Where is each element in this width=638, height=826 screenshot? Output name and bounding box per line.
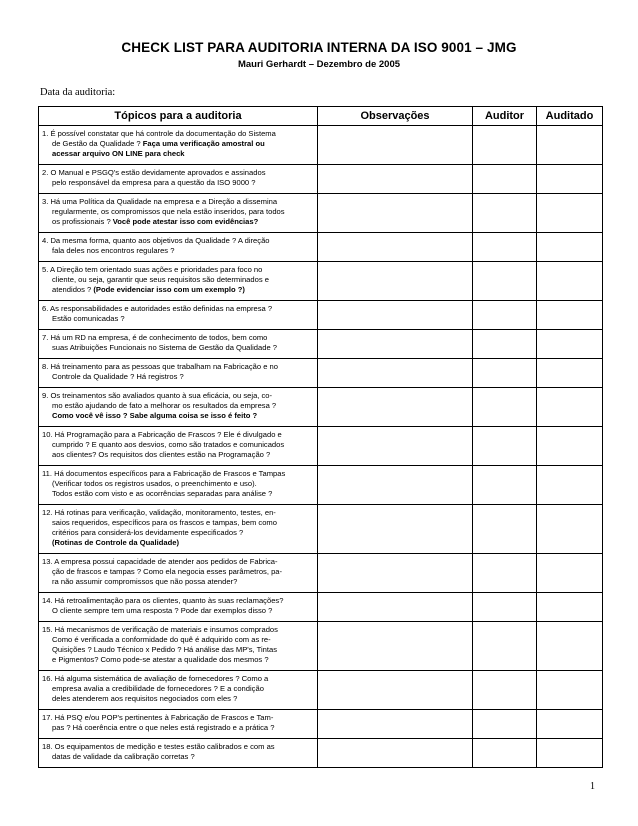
audit-date-label: Data da auditoria: bbox=[40, 87, 116, 98]
topic-line bbox=[42, 742, 315, 752]
observations-cell[interactable] bbox=[318, 330, 473, 359]
topic-line bbox=[42, 713, 315, 723]
topic-cell bbox=[39, 427, 318, 466]
column-header-topics: Tópicos para a auditoria bbox=[39, 107, 318, 126]
topic-text: 13. A empresa possui capacidade de atender aos pedidos de Fabrica- bbox=[42, 557, 278, 566]
observations-cell[interactable] bbox=[318, 622, 473, 671]
table-row bbox=[39, 330, 603, 359]
topic-line bbox=[42, 635, 315, 645]
table-body bbox=[39, 126, 603, 768]
auditee-cell[interactable] bbox=[537, 359, 603, 388]
column-header-auditee: Auditado bbox=[537, 107, 603, 126]
topic-text: 3. Há uma Política da Qualidade na empresa e a Direção a dissemina bbox=[42, 197, 278, 206]
table-row bbox=[39, 388, 603, 427]
topic-cell bbox=[39, 301, 318, 330]
table-row bbox=[39, 710, 603, 739]
topic-text: Todos estão com visto e as ocorrências separadas para análise ? bbox=[52, 489, 273, 498]
topic-text: 12. Há rotinas para verificação, validação, monitoramento, testes, en- bbox=[42, 508, 276, 517]
auditee-cell[interactable] bbox=[537, 466, 603, 505]
auditor-cell[interactable] bbox=[473, 622, 537, 671]
auditor-cell[interactable] bbox=[473, 388, 537, 427]
table-row bbox=[39, 359, 603, 388]
topic-line bbox=[42, 285, 315, 295]
topic-cell bbox=[39, 671, 318, 710]
table-header-row bbox=[39, 107, 603, 126]
observations-cell[interactable] bbox=[318, 739, 473, 768]
topic-cell bbox=[39, 466, 318, 505]
topic-text: 2. O Manual e PSGQ's estão devidamente aprovados e assinados bbox=[42, 168, 266, 177]
auditee-cell[interactable] bbox=[537, 505, 603, 554]
observations-cell[interactable] bbox=[318, 671, 473, 710]
topic-line bbox=[42, 236, 315, 246]
auditee-cell[interactable] bbox=[537, 194, 603, 233]
auditee-cell[interactable] bbox=[537, 739, 603, 768]
table-row bbox=[39, 739, 603, 768]
auditee-cell[interactable] bbox=[537, 330, 603, 359]
topic-line bbox=[42, 469, 315, 479]
observations-cell[interactable] bbox=[318, 126, 473, 165]
topic-text: empresa avalia a credibilidade de fornecedores ? E a condição bbox=[52, 684, 264, 693]
topic-line bbox=[42, 430, 315, 440]
table-row bbox=[39, 466, 603, 505]
document-subtitle: Mauri Gerhardt – Dezembro de 2005 bbox=[237, 59, 401, 70]
observations-cell[interactable] bbox=[318, 466, 473, 505]
topic-line bbox=[42, 479, 315, 489]
topic-text: Como é verificada a conformidade do quê é adquirido com as re- bbox=[52, 635, 271, 644]
auditor-cell[interactable] bbox=[473, 671, 537, 710]
table-row bbox=[39, 126, 603, 165]
topic-text: 17. Há PSQ e/ou POP's pertinentes à Fabricação de Frascos e Tam- bbox=[42, 713, 274, 722]
auditee-cell[interactable] bbox=[537, 126, 603, 165]
auditor-cell[interactable] bbox=[473, 739, 537, 768]
auditor-cell[interactable] bbox=[473, 126, 537, 165]
topic-text: 14. Há retroalimentação para os clientes, quanto às suas reclamações? bbox=[42, 596, 284, 605]
topic-text: Quisições ? Laudo Técnico x Pedido ? Há análise das MP's, Tintas bbox=[52, 645, 278, 654]
table-row bbox=[39, 301, 603, 330]
topic-line bbox=[42, 567, 315, 577]
topic-line bbox=[42, 197, 315, 207]
column-header-auditor: Auditor bbox=[473, 107, 537, 126]
observations-cell[interactable] bbox=[318, 427, 473, 466]
topic-text: cliente, ou seja, garantir que seus requisitos são determinados e bbox=[52, 275, 269, 284]
topic-line bbox=[42, 129, 315, 139]
observations-cell[interactable] bbox=[318, 233, 473, 262]
topic-line bbox=[42, 694, 315, 704]
topic-text: Estão comunicadas ? bbox=[52, 314, 125, 323]
topic-line bbox=[42, 508, 315, 518]
table-row bbox=[39, 593, 603, 622]
auditor-cell[interactable] bbox=[473, 194, 537, 233]
auditee-cell[interactable] bbox=[537, 710, 603, 739]
topic-cell bbox=[39, 554, 318, 593]
observations-cell[interactable] bbox=[318, 301, 473, 330]
topic-text: O cliente sempre tem uma resposta ? Pode dar exemplos disso ? bbox=[52, 606, 273, 615]
auditor-cell[interactable] bbox=[473, 165, 537, 194]
table-row bbox=[39, 505, 603, 554]
topic-cell bbox=[39, 505, 318, 554]
topic-line bbox=[42, 655, 315, 665]
topic-line bbox=[42, 723, 315, 733]
topic-text: de Gestão da Qualidade ? bbox=[52, 139, 143, 148]
topic-cell bbox=[39, 194, 318, 233]
topic-line bbox=[42, 674, 315, 684]
topic-text: suas Atribuições Funcionais no Sistema de Gestão da Qualidade ? bbox=[52, 343, 277, 352]
topic-text: saios requeridos, específicos para os frascos e tampas, bem como bbox=[52, 518, 277, 527]
topic-text: 16. Há alguma sistemática de avaliação de fornecedores ? Como a bbox=[42, 674, 269, 683]
topic-text: datas de validade da calibração corretas ? bbox=[52, 752, 195, 761]
topic-line bbox=[42, 304, 315, 314]
topic-cell bbox=[39, 622, 318, 671]
auditor-cell[interactable] bbox=[473, 505, 537, 554]
topic-line bbox=[42, 391, 315, 401]
topic-text: aos clientes? Os requisitos dos clientes estão na Programação ? bbox=[52, 450, 271, 459]
observations-cell[interactable] bbox=[318, 388, 473, 427]
topic-line bbox=[42, 752, 315, 762]
topic-cell bbox=[39, 233, 318, 262]
topic-line bbox=[42, 314, 315, 324]
topic-cell bbox=[39, 739, 318, 768]
topic-line bbox=[42, 217, 315, 227]
topic-line bbox=[42, 275, 315, 285]
auditee-cell[interactable] bbox=[537, 233, 603, 262]
topic-line bbox=[42, 606, 315, 616]
topic-line bbox=[42, 168, 315, 178]
topic-line bbox=[42, 333, 315, 343]
auditee-cell[interactable] bbox=[537, 671, 603, 710]
table-row bbox=[39, 194, 603, 233]
auditee-cell[interactable] bbox=[537, 388, 603, 427]
topic-text: 4. Da mesma forma, quanto aos objetivos da Qualidade ? A direção bbox=[42, 236, 270, 245]
topic-line bbox=[42, 684, 315, 694]
topic-line bbox=[42, 557, 315, 567]
auditor-cell[interactable] bbox=[473, 262, 537, 301]
auditee-cell[interactable] bbox=[537, 593, 603, 622]
topic-line bbox=[42, 577, 315, 587]
topic-text: 10. Há Programação para a Fabricação de Frascos ? Ele é divulgado e bbox=[42, 430, 282, 439]
topic-text: 6. As responsabilidades e autoridades estão definidas na empresa ? bbox=[42, 304, 273, 313]
topic-text: regularmente, os compromissos que nela estão inseridos, para todos bbox=[52, 207, 285, 216]
topic-emphasis: Faça uma verificação amostral ou bbox=[142, 139, 265, 148]
topic-line bbox=[42, 518, 315, 528]
topic-text: 7. Há um RD na empresa, é de conhecimento de todos, bem como bbox=[42, 333, 268, 342]
observations-cell[interactable] bbox=[318, 554, 473, 593]
topic-emphasis: (Pode evidenciar isso com um exemplo ?) bbox=[93, 285, 245, 294]
audit-checklist-table bbox=[38, 106, 603, 768]
topic-line bbox=[42, 343, 315, 353]
topic-cell bbox=[39, 126, 318, 165]
auditee-cell[interactable] bbox=[537, 165, 603, 194]
topic-text: 11. Há documentos específicos para a Fabricação de Frascos e Tampas bbox=[42, 469, 286, 478]
topic-text: 18. Os equipamentos de medição e testes estão calibrados e com as bbox=[42, 742, 275, 751]
table-row bbox=[39, 233, 603, 262]
auditor-cell[interactable] bbox=[473, 301, 537, 330]
auditor-cell[interactable] bbox=[473, 359, 537, 388]
topic-cell bbox=[39, 593, 318, 622]
topic-text: cumprido ? E quanto aos desvios, como são tratados e comunicados bbox=[52, 440, 285, 449]
topic-line bbox=[42, 625, 315, 635]
auditee-cell[interactable] bbox=[537, 427, 603, 466]
topic-text: deles atenderem aos requisitos negociados com eles ? bbox=[52, 694, 238, 703]
topic-text: 15. Há mecanismos de verificação de materiais e insumos comprados bbox=[42, 625, 278, 634]
observations-cell[interactable] bbox=[318, 359, 473, 388]
topic-text: e Pigmentos? Como pode-se atestar a qualidade dos mesmos ? bbox=[52, 655, 269, 664]
topic-line bbox=[42, 538, 315, 548]
topic-text: mo estão ajudando de fato a melhorar os resultados da empresa ? bbox=[52, 401, 277, 410]
topic-text: os profissionais ? bbox=[52, 217, 113, 226]
topic-cell bbox=[39, 165, 318, 194]
auditor-cell[interactable] bbox=[473, 330, 537, 359]
observations-cell[interactable] bbox=[318, 593, 473, 622]
topic-text: 5. A Direção tem orientado suas ações e prioridades para foco no bbox=[42, 265, 263, 274]
topic-cell bbox=[39, 388, 318, 427]
topic-line bbox=[42, 372, 315, 382]
topic-emphasis: Você pode atestar isso com evidências? bbox=[112, 217, 259, 226]
topic-text: Controle da Qualidade ? Há registros ? bbox=[52, 372, 184, 381]
topic-text: (Verificar todos os registros usados, o preenchimento e uso). bbox=[52, 479, 257, 488]
topic-cell bbox=[39, 359, 318, 388]
document-title: CHECK LIST PARA AUDITORIA INTERNA DA ISO 9001 – JMG bbox=[121, 40, 517, 55]
topic-emphasis: acessar arquivo ON LINE para check bbox=[52, 149, 185, 158]
topic-line bbox=[42, 139, 315, 149]
topic-text: 1. É possível constatar que há controle da documentação do Sistema bbox=[42, 129, 276, 138]
observations-cell[interactable] bbox=[318, 710, 473, 739]
auditor-cell[interactable] bbox=[473, 466, 537, 505]
topic-line bbox=[42, 246, 315, 256]
topic-text: pelo responsável da empresa para a questão da ISO 9000 ? bbox=[52, 178, 256, 187]
observations-cell[interactable] bbox=[318, 262, 473, 301]
topic-line bbox=[42, 528, 315, 538]
auditee-cell[interactable] bbox=[537, 262, 603, 301]
topic-line bbox=[42, 178, 315, 188]
auditor-cell[interactable] bbox=[473, 427, 537, 466]
auditor-cell[interactable] bbox=[473, 710, 537, 739]
topic-cell bbox=[39, 710, 318, 739]
topic-cell bbox=[39, 330, 318, 359]
topic-text: critérios para considerá-los devidamente especificados ? bbox=[52, 528, 244, 537]
topic-line bbox=[42, 596, 315, 606]
table-row bbox=[39, 671, 603, 710]
auditee-cell[interactable] bbox=[537, 301, 603, 330]
table-row bbox=[39, 262, 603, 301]
auditee-cell[interactable] bbox=[537, 622, 603, 671]
table-row bbox=[39, 427, 603, 466]
auditor-cell[interactable] bbox=[473, 554, 537, 593]
page-number: 1 bbox=[590, 781, 595, 792]
topic-text: 8. Há treinamento para as pessoas que trabalham na Fabricação e no bbox=[42, 362, 278, 371]
topic-text: pas ? Há coerência entre o que neles está registrado e a prática ? bbox=[52, 723, 275, 732]
topic-emphasis: (Rotinas de Controle da Qualidade) bbox=[52, 538, 179, 547]
topic-line bbox=[42, 440, 315, 450]
observations-cell[interactable] bbox=[318, 165, 473, 194]
table-row bbox=[39, 622, 603, 671]
topic-line bbox=[42, 489, 315, 499]
topic-text: atendidos ? bbox=[52, 285, 94, 294]
topic-text: 9. Os treinamentos são avaliados quanto à sua eficácia, ou seja, co- bbox=[42, 391, 273, 400]
topic-line bbox=[42, 362, 315, 372]
observations-cell[interactable] bbox=[318, 505, 473, 554]
topic-line bbox=[42, 450, 315, 460]
observations-cell[interactable] bbox=[318, 194, 473, 233]
column-header-observations: Observações bbox=[318, 107, 473, 126]
topic-text: fala deles nos encontros regulares ? bbox=[52, 246, 175, 255]
auditee-cell[interactable] bbox=[537, 554, 603, 593]
topic-text: ra não assumir compromissos que não possa atender? bbox=[52, 577, 238, 586]
topic-line bbox=[42, 207, 315, 217]
table-row bbox=[39, 554, 603, 593]
auditor-cell[interactable] bbox=[473, 233, 537, 262]
topic-line bbox=[42, 401, 315, 411]
topic-text: ção de frascos e tampas ? Como ela negocia esses parâmetros, pa- bbox=[52, 567, 283, 576]
topic-line bbox=[42, 411, 315, 421]
table-row bbox=[39, 165, 603, 194]
topic-line bbox=[42, 149, 315, 159]
topic-line bbox=[42, 265, 315, 275]
auditor-cell[interactable] bbox=[473, 593, 537, 622]
topic-line bbox=[42, 645, 315, 655]
topic-emphasis: Como você vê isso ? Sabe alguma coisa se isso é feito ? bbox=[52, 411, 258, 420]
topic-cell bbox=[39, 262, 318, 301]
